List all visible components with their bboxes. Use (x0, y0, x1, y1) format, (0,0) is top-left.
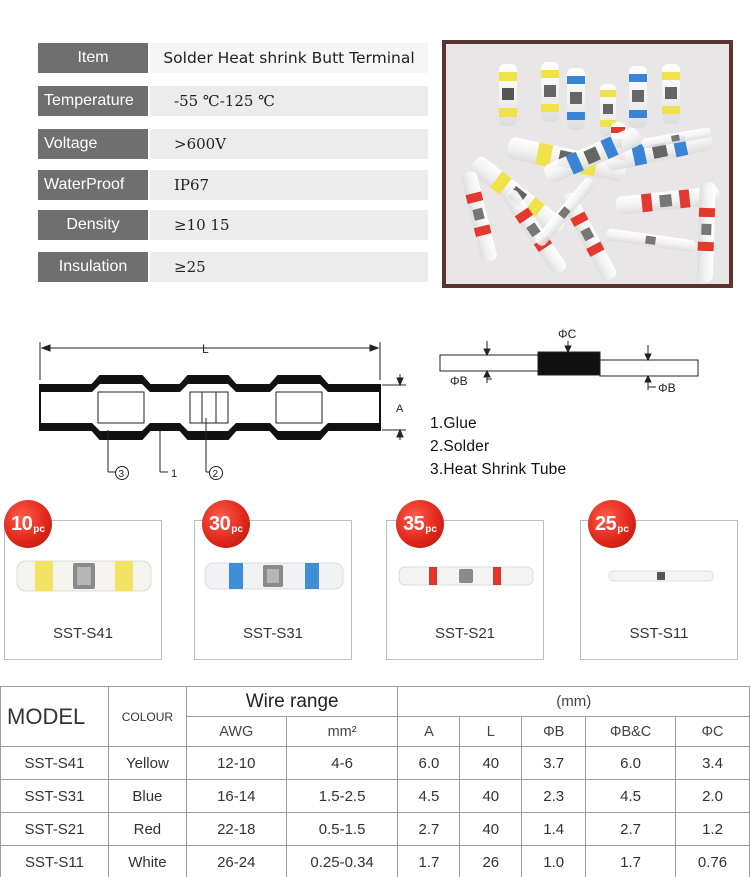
colour-cell: Yellow (108, 747, 186, 780)
terminal-cross-section-diagram (30, 330, 420, 490)
spec-value: IP67 (150, 170, 428, 200)
product-model: SST-S11 (629, 625, 689, 642)
quantity-badge (396, 500, 444, 548)
spec-row-density (38, 210, 430, 240)
product-model: SST-S31 (242, 625, 304, 642)
component-legend (430, 412, 566, 481)
terminal-image (587, 551, 733, 601)
product-photo (442, 40, 733, 288)
spec-label: Temperature (38, 86, 148, 116)
l-header: L (460, 717, 522, 747)
product-model: SST-S21 (434, 625, 496, 642)
l-cell: 40 (460, 780, 522, 813)
callout-1: 1 (171, 468, 178, 480)
model-cell: SST-S31 (1, 780, 109, 813)
phi-c-cell: 1.2 (676, 813, 750, 846)
mm2-cell: 4-6 (286, 747, 398, 780)
terminal-image (201, 551, 347, 601)
phi-c-label: ΦC (558, 327, 577, 341)
phi-c-header: ΦC (676, 717, 750, 747)
phi-b-header: ΦB (522, 717, 586, 747)
mm2-cell: 0.25-0.34 (286, 846, 398, 877)
length-dimension (40, 342, 380, 380)
a-cell: 6.0 (398, 747, 460, 780)
mm-header: (mm) (398, 687, 750, 717)
spec-row-item (38, 43, 430, 73)
callout-2: 2 (212, 469, 219, 480)
colour-cell: Red (108, 813, 186, 846)
diameter-drawing (430, 325, 710, 400)
product-model: SST-S41 (52, 625, 114, 642)
quantity-count: 10 (11, 512, 33, 535)
l-cell: 26 (460, 846, 522, 877)
wire-range-header: Wire range (186, 687, 398, 717)
quantity-unit: pc (33, 523, 45, 535)
mm2-header: mm² (286, 717, 398, 747)
awg-cell: 22-18 (186, 813, 286, 846)
model-cell: SST-S41 (1, 747, 109, 780)
phi-bc-header: ΦB&C (586, 717, 676, 747)
spec-value: >600V (150, 129, 428, 159)
terminal-image (393, 551, 539, 601)
model-cell: SST-S11 (1, 846, 109, 877)
l-cell: 40 (460, 813, 522, 846)
phi-c-cell: 0.76 (676, 846, 750, 877)
awg-cell: 26-24 (186, 846, 286, 877)
callout-3: 3 (118, 469, 125, 480)
terminal-image (11, 551, 157, 601)
diameter-diagram (430, 325, 710, 400)
awg-header: AWG (186, 717, 286, 747)
phi-b-cell: 1.4 (522, 813, 586, 846)
quantity-badge (202, 500, 250, 548)
quantity-badge (588, 500, 636, 548)
spec-row-voltage (38, 129, 430, 159)
connectors-illustration (446, 44, 729, 284)
quantity-badge (4, 500, 52, 548)
legend-item-glue: 1.Glue (430, 415, 477, 432)
spec-value: -55 ℃-125 ℃ (150, 86, 428, 116)
a-cell: 2.7 (398, 813, 460, 846)
mm2-cell: 1.5-2.5 (286, 780, 398, 813)
awg-cell: 12-10 (186, 747, 286, 780)
colour-cell: Blue (108, 780, 186, 813)
length-label: L (202, 342, 209, 356)
diameter-label: A (396, 403, 404, 415)
table-row (1, 780, 750, 813)
colour-cell: White (108, 846, 186, 877)
spec-row-waterproof (38, 170, 430, 200)
mm2-cell: 0.5-1.5 (286, 813, 398, 846)
awg-cell: 16-14 (186, 780, 286, 813)
tube-outline (440, 352, 698, 376)
legend-item-solder: 2.Solder (430, 438, 490, 455)
model-cell: SST-S21 (1, 813, 109, 846)
phi-b-cell: 1.0 (522, 846, 586, 877)
spec-label: Density (38, 210, 148, 240)
phi-bc-cell: 1.7 (586, 846, 676, 877)
table-header-row (1, 687, 750, 717)
dimension-table (0, 686, 750, 877)
phi-bc-cell: 2.7 (586, 813, 676, 846)
phi-b-cell: 3.7 (522, 747, 586, 780)
a-cell: 4.5 (398, 780, 460, 813)
spec-row-insulation (38, 252, 430, 282)
phi-b-label-right: ΦB (658, 381, 676, 395)
spec-value: Solder Heat shrink Butt Terminal (150, 43, 428, 73)
quantity-unit: pc (425, 523, 437, 535)
spec-value: ≥10 15 (150, 210, 428, 240)
colour-column-header: COLOUR (108, 687, 186, 747)
phi-b-label-left: ΦB (450, 374, 468, 388)
spec-label: Insulation (38, 252, 148, 282)
spec-label: Item (38, 43, 148, 73)
spec-value: ≥25 (150, 252, 428, 282)
spec-label: Voltage (38, 129, 148, 159)
table-row (1, 747, 750, 780)
table-row (1, 813, 750, 846)
phi-b-cell: 2.3 (522, 780, 586, 813)
quantity-count: 25 (595, 512, 617, 535)
quantity-unit: pc (617, 523, 629, 535)
a-header: A (398, 717, 460, 747)
table-row (1, 846, 750, 877)
phi-bc-cell: 4.5 (586, 780, 676, 813)
quantity-count: 35 (403, 512, 425, 535)
tube-body (40, 376, 380, 439)
cross-section-drawing (30, 330, 420, 490)
spec-row-temperature (38, 86, 430, 116)
legend-item-heat-shrink-tube: 3.Heat Shrink Tube (430, 461, 567, 478)
quantity-unit: pc (231, 523, 243, 535)
model-column-header: MODEL (1, 687, 109, 747)
spec-label: WaterProof (38, 170, 148, 200)
phi-bc-cell: 6.0 (586, 747, 676, 780)
phi-c-cell: 2.0 (676, 780, 750, 813)
quantity-count: 30 (209, 512, 231, 535)
a-cell: 1.7 (398, 846, 460, 877)
phi-c-cell: 3.4 (676, 747, 750, 780)
l-cell: 40 (460, 747, 522, 780)
